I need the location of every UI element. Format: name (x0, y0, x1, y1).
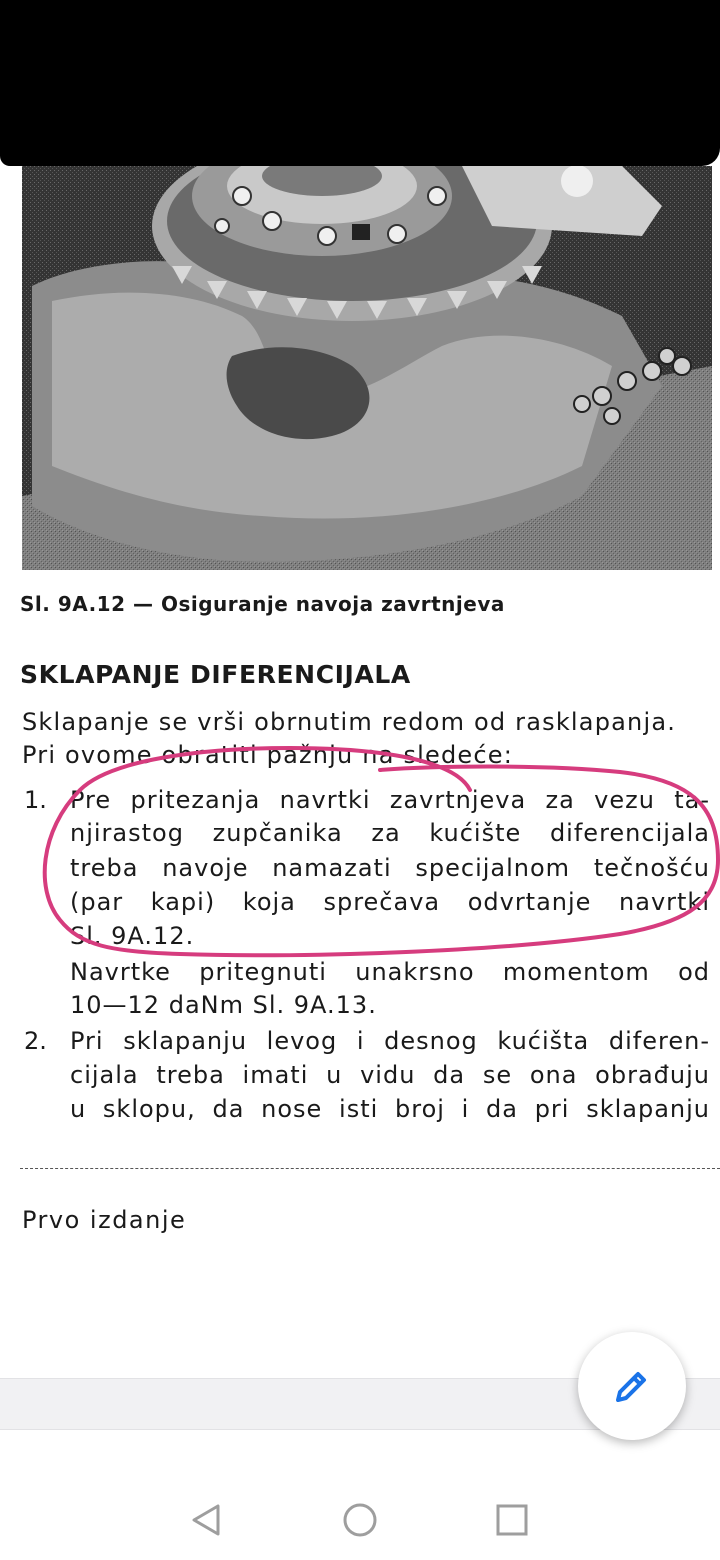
item-number: 1. (24, 786, 47, 814)
differential-photo (22, 166, 712, 570)
edit-button[interactable] (578, 1332, 686, 1440)
intro-line: Pri ovome obratiti pažnju na sledeće: (22, 741, 514, 769)
item-line: cijala treba imati u vidu da se ona obrađuju (70, 1061, 710, 1089)
section-title: SKLAPANJE DIFERENCIJALA (20, 660, 411, 689)
system-nav-bar (0, 1480, 720, 1560)
item-number: 2. (24, 1027, 47, 1055)
page-divider (20, 1168, 720, 1169)
home-circle-icon[interactable] (336, 1496, 384, 1544)
footer-edition: Prvo izdanje (22, 1206, 187, 1234)
item-line: njirastog zupčanika za kućište diferencijala (70, 819, 710, 847)
item-line: u sklopu, da nose isti broj i da pri sklapanju (70, 1095, 710, 1123)
intro-line: Sklapanje se vrši obrnutim redom od rasklapanja. (22, 708, 677, 736)
item-line: Navrtke pritegnuti unakrsno momentom od (70, 958, 710, 986)
pencil-icon (612, 1366, 652, 1406)
back-triangle-icon[interactable] (182, 1496, 230, 1544)
item-line: (par kapi) koja sprečava odvrtanje navrtki (70, 888, 710, 916)
item-line: treba navoje namazati specijalnom tečnošću (70, 854, 710, 882)
item-line: Pre pritezanja navrtki zavrtnjeva za vezu ta- (70, 786, 710, 814)
figure-caption: Sl. 9A.12 — Osiguranje navoja zavrtnjeva (20, 592, 505, 616)
item-line: Sl. 9A.12. (70, 922, 195, 950)
recents-square-icon[interactable] (488, 1496, 536, 1544)
redacted-header (0, 0, 720, 166)
item-line: 10—12 daNm Sl. 9A.13. (70, 991, 377, 1019)
item-line: Pri sklapanju levog i desnog kućišta diferen- (70, 1027, 710, 1055)
